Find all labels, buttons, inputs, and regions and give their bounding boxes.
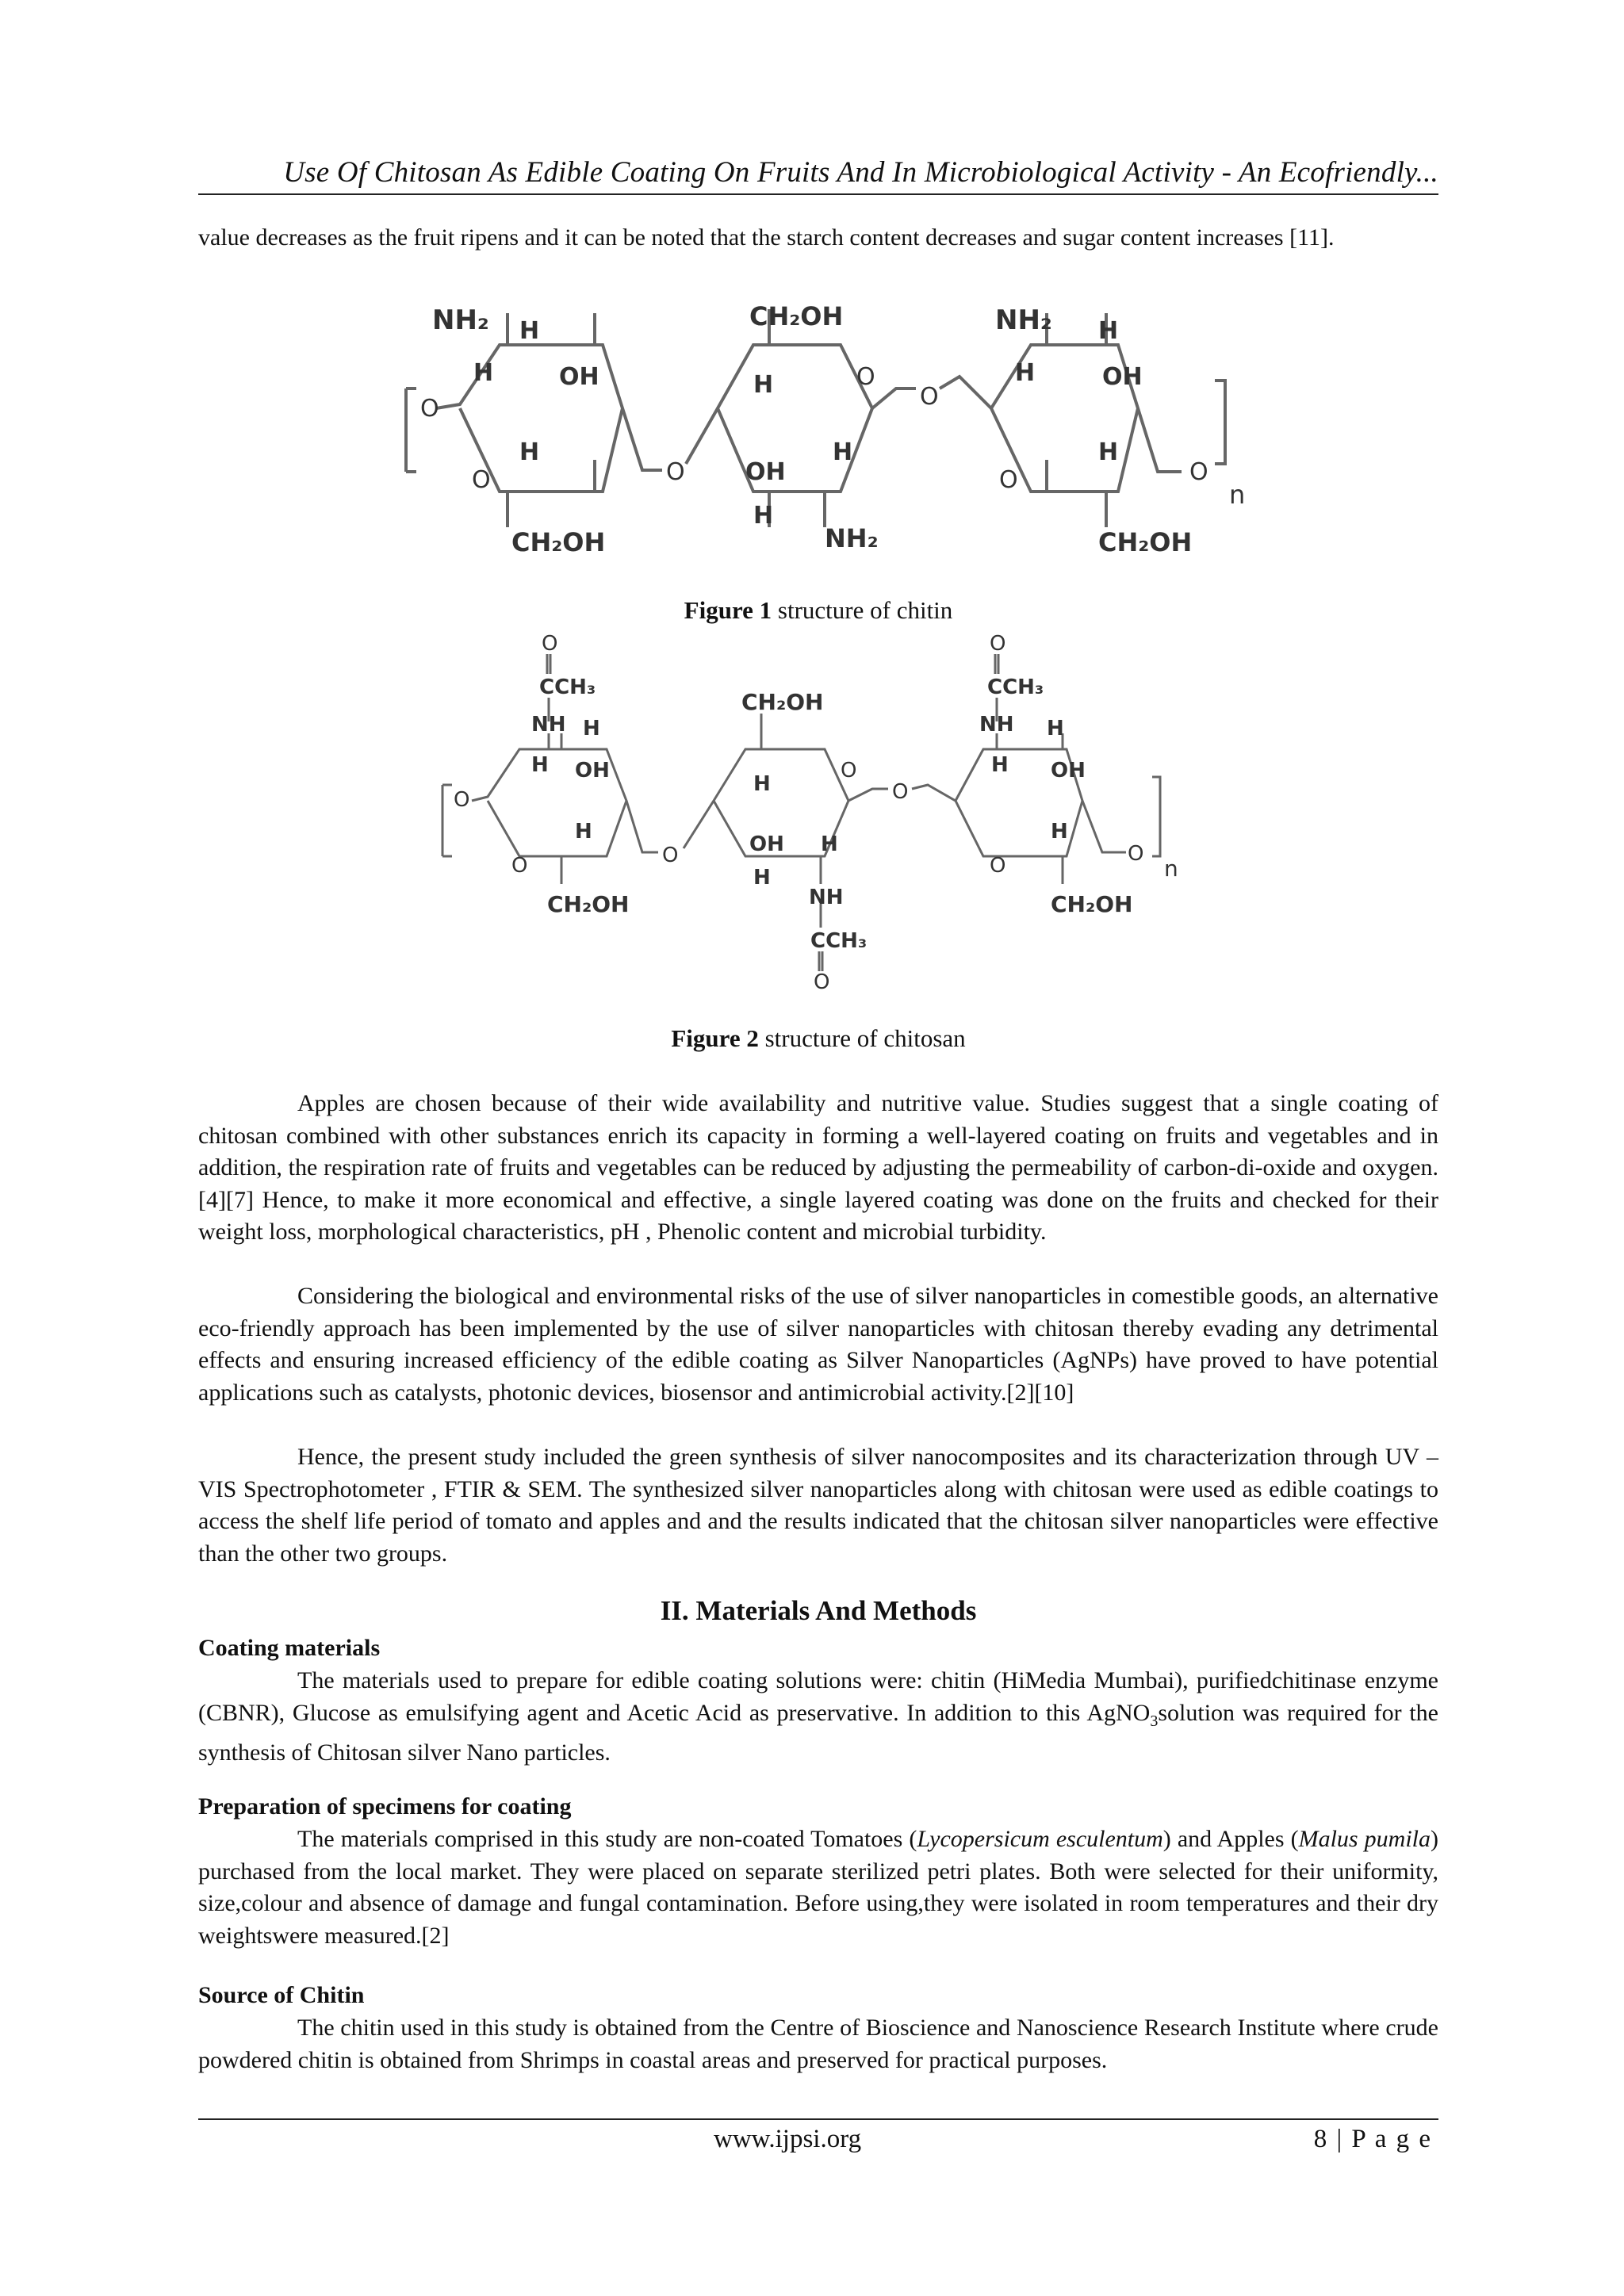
- svg-text:H: H: [753, 866, 771, 890]
- svg-text:H: H: [1015, 359, 1036, 387]
- footer-page-number: 8 | P a g e: [1313, 2125, 1432, 2153]
- svg-text:NH₂: NH₂: [432, 304, 489, 336]
- svg-text:H: H: [821, 832, 838, 856]
- svg-text:O: O: [662, 844, 679, 867]
- svg-text:H: H: [753, 371, 774, 399]
- svg-text:OH: OH: [1102, 363, 1143, 391]
- paragraph-1: Apples are chosen because of their wide availability and nutritive value. Studies suggest that a single coating of chitosan combined with other substances enrich its capacity in forming a well-layered coating on fruits and vegetables and in addition, the respiration rate of fruits and vegetables can be reduced by adjusting the permeability of carbon-di-oxide and oxygen.[4][7] Hence, to make it more economical and effective, a single layered coating was done on the fruits and checked for their weight loss, morphological characteristics, pH , Phenolic content and microbial turbidity.: [198, 1090, 1438, 1245]
- svg-text:CCH₃: CCH₃: [539, 675, 596, 699]
- svg-text:OH: OH: [749, 832, 784, 856]
- svg-text:O: O: [920, 383, 939, 411]
- chitosan-structure-diagram: [198, 630, 1438, 1019]
- svg-text:CCH₃: CCH₃: [987, 675, 1044, 699]
- svg-text:O: O: [892, 780, 909, 804]
- svg-text:H: H: [575, 820, 592, 844]
- intro-paragraph: value decreases as the fruit ripens and it can be noted that the starch content decreases and sugar content increases [11].: [198, 224, 1335, 251]
- svg-text:O: O: [1128, 842, 1144, 866]
- svg-text:NH₂: NH₂: [825, 523, 879, 553]
- svg-text:O: O: [666, 458, 685, 486]
- section-title: II. Materials And Methods: [660, 1595, 977, 1626]
- figure-2-chitosan-structure: [198, 630, 1438, 1023]
- svg-text:n: n: [1229, 480, 1246, 510]
- svg-text:O: O: [841, 759, 857, 783]
- svg-text:H: H: [473, 359, 494, 387]
- svg-text:H: H: [1051, 820, 1068, 844]
- svg-text:CH₂OH: CH₂OH: [511, 527, 606, 557]
- svg-text:O: O: [1189, 458, 1208, 486]
- svg-text:n: n: [1164, 855, 1178, 882]
- svg-text:O: O: [990, 632, 1006, 656]
- footer-url: www.ijpsi.org: [714, 2125, 862, 2153]
- svg-text:CH₂OH: CH₂OH: [1098, 527, 1193, 557]
- paragraph-2: Considering the biological and environmental risks of the use of silver nanoparticles in comestible goods, an alternative eco-friendly approach has been implemented by the use of silver nanoparticles with chitosan thereby evading any detrimental effects and ensuring increased efficiency of the edible coating as Silver Nanoparticles (AgNPs) have proved to have potential applications such as catalysts, photonic devices, biosensor and antimicrobial activity.[2][10]: [198, 1283, 1438, 1406]
- svg-text:CH₂OH: CH₂OH: [547, 891, 630, 917]
- svg-text:H: H: [991, 753, 1009, 777]
- source-of-chitin-paragraph: The chitin used in this study is obtained from the Centre of Bioscience and Nanoscience Research Institute where crude powdered chitin is obtained from Shrimps in coastal areas and preserved for practical purposes.: [198, 2015, 1438, 2073]
- figure-1-chitin-structure: [198, 297, 1438, 583]
- figure-2-caption: Figure 2 structure of chitosan: [671, 1024, 966, 1052]
- svg-text:OH: OH: [559, 363, 599, 391]
- running-header: Use Of Chitosan As Edible Coating On Fruits And In Microbiological Activity - An Ecofriendly...: [283, 156, 1438, 189]
- svg-text:CCH₃: CCH₃: [810, 929, 868, 953]
- source-of-chitin-heading: Source of Chitin: [198, 1982, 365, 2008]
- svg-text:O: O: [542, 632, 558, 656]
- svg-text:H: H: [519, 438, 540, 466]
- preparation-heading: Preparation of specimens for coating: [198, 1793, 572, 1820]
- preparation-paragraph: The materials comprised in this study are non-coated Tomatoes (Lycopersicum esculentum) and Apples (Malus pumila) purchased from the local market. They were placed on separate sterilized petri plates. Both were selected for their uniformity, size,colour and absence of damage and fungal contamination. Before using,they were isolated in room temperatures and their dry weightswere measured.[2]: [198, 1826, 1439, 1949]
- svg-text:H: H: [753, 502, 774, 530]
- svg-text:H: H: [1098, 438, 1119, 466]
- paragraph-3: Hence, the present study included the green synthesis of silver nanocomposites and its characterization through UV – VIS Spectrophotometer , FTIR & SEM. The synthesized silver nanoparticles along with chitosan were used as edible coatings to access the shelf life period of tomato and apples and and the results indicated that the chitosan silver nanoparticles were effective than the other two groups.: [198, 1444, 1438, 1567]
- coating-materials-heading: Coating materials: [198, 1635, 381, 1661]
- svg-text:H: H: [1047, 717, 1064, 740]
- svg-text:O: O: [511, 854, 528, 878]
- svg-text:H: H: [583, 717, 600, 740]
- svg-text:CH₂OH: CH₂OH: [1051, 891, 1133, 917]
- svg-text:OH: OH: [745, 458, 786, 486]
- svg-text:NH: NH: [809, 886, 844, 909]
- chitin-structure-diagram: [198, 297, 1438, 579]
- svg-text:H: H: [531, 753, 549, 777]
- header-rule: [198, 193, 1438, 195]
- svg-text:H: H: [1098, 317, 1119, 345]
- svg-text:O: O: [420, 395, 439, 423]
- svg-text:O: O: [990, 854, 1006, 878]
- svg-text:H: H: [519, 317, 540, 345]
- svg-text:O: O: [856, 363, 875, 391]
- svg-text:O: O: [814, 970, 830, 994]
- svg-text:CH₂OH: CH₂OH: [749, 301, 844, 331]
- svg-text:H: H: [833, 438, 853, 466]
- svg-text:O: O: [999, 466, 1018, 494]
- svg-text:O: O: [454, 788, 470, 812]
- svg-text:CH₂OH: CH₂OH: [741, 689, 824, 715]
- svg-text:O: O: [472, 466, 491, 494]
- svg-text:OH: OH: [1051, 759, 1086, 783]
- svg-text:H: H: [753, 772, 771, 796]
- footer-rule: [198, 2118, 1438, 2120]
- svg-text:NH₂: NH₂: [995, 304, 1052, 336]
- coating-materials-paragraph: The materials used to prepare for edible coating solutions were: chitin (HiMedia Mumbai), purifiedchitinase enzyme (CBNR), Glucose as emulsifying agent and Acetic Acid as preservative. In addition to this AgNO$_3$solution was required for the synthesis of Chitosan silver Nano particles.: [198, 1667, 1438, 1766]
- figure-1-caption: Figure 1 structure of chitin: [684, 596, 953, 624]
- svg-text:NH: NH: [979, 713, 1014, 737]
- svg-text:OH: OH: [575, 759, 610, 783]
- svg-text:NH: NH: [531, 713, 566, 737]
